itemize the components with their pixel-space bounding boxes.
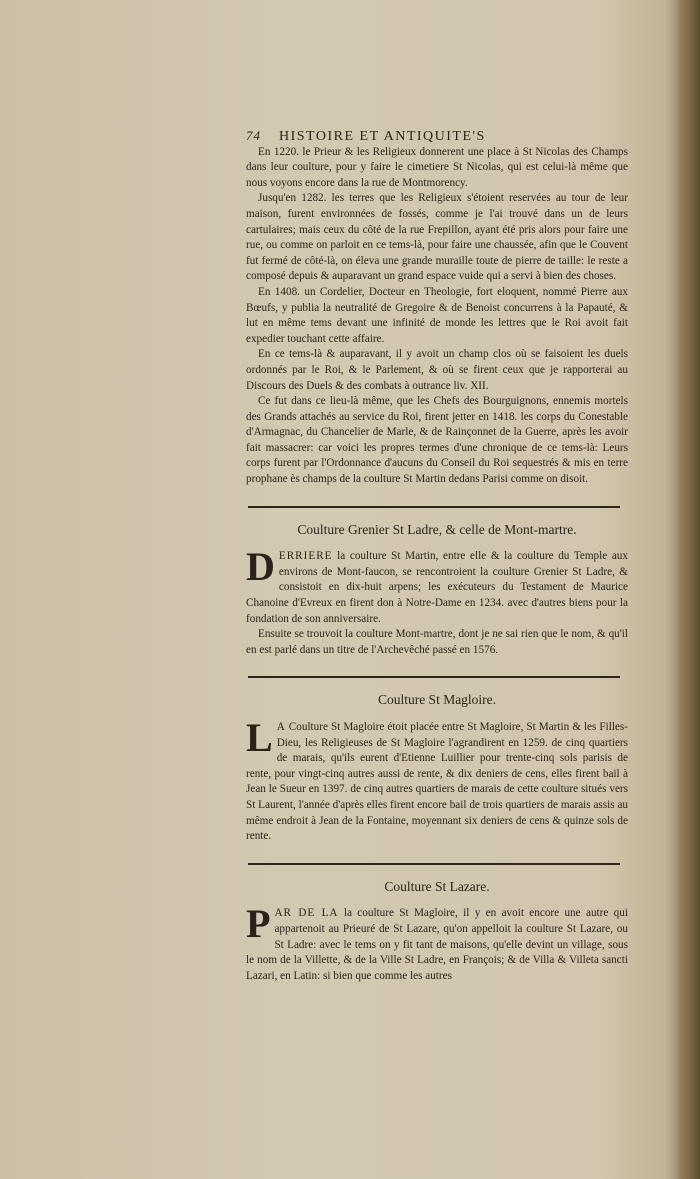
drop-cap: L [246,715,273,760]
section-divider [248,506,620,508]
lead-small-caps: AR DE LA [274,907,339,920]
running-header [246,128,628,145]
paragraph: En 1220. le Prieur & les Religieux donnerent une place à St Nicolas des Champs dans leur coulture, pour y faire le cimetiere St Nicolas, qui est celui-là même que nous voyons encore dans la rue de Montmorency. [246,145,628,189]
section-title: Coulture St Lazare. [384,878,490,894]
section-title: Coulture Grenier St Ladre, & celle de Mont-martre. [297,521,577,537]
page-number: 74 [246,128,261,143]
paragraph: Ensuite se trouvoit la coulture Mont-martre, dont je ne sai rien que le nom, & qu'il en est parlé dans un titre de l'Archevêché passé en 1576. [246,628,628,656]
running-title: HISTOIRE ET ANTIQUITE'S [279,129,486,144]
paragraph-text: la coulture St Martin, entre elle & la coulture du Temple aux environs de Mont-faucon, se rencontroient la coulture Grenier St Ladre, & consistoit en dix-huit arpens; les exécuteurs du Testament de Maurice Chanoine d'Evreux en firent don à Notre-Dame en 1234. avec d'autres biens pour la fondation de son anniversaire. [246,550,628,625]
book-spine-shadow [676,0,700,1179]
section-divider [248,863,620,865]
section-divider [248,676,620,678]
paragraph [246,544,628,627]
paragraph-text: Coulture St Magloire étoit placée entre St Magloire, St Martin & les Filles-Dieu, les Religieuses de St Magloire l'agrandirent en 1259. de cinq quartiers de marais, qu'ils eurent d'Etienne Luillier pour trente-cinq sols parisis de rente, pour vingt-cinq autres aussi de rente, & dix deniers de cens, elles firent bail à Jean le Sueur en 1397. de cinq autres quartiers de marais de cette coulture situés vers St Laurent, l'année d'après elles firent encore bail de trois quartiers de marais assis au même endroit à Jean de la Fontaine, moyennant six deniers de cens & quinze sols de rente. [246,721,628,843]
page-text [246,128,628,984]
drop-cap: D [246,544,275,590]
lead-small-caps: A [276,721,286,733]
section-title: Coulture St Magloire. [377,692,497,708]
paragraph: Jusqu'en 1282. les terres que les Religieux s'étoient reservées au tour de leur maison, furent environnées de fossés, comme je l'ai trouvé dans un de leurs cartulaires; mais ceux du côté de la rue Frepillon, ayant été pris alors pour faire une rue, ou comme on parloit en ce tems-là, pour faire une chaussée, afin que le Couvent fut fermé de côté-là, on éleva une grande muraille toute de pierre de taille: le reste a composé depuis & auparavant un grand espace vuide qui a servi à bien des choses. [246,192,628,283]
lead-small-caps: ERRIERE [278,550,333,563]
paragraph: En 1408. un Cordelier, Docteur en Theologie, fort eloquent, nommé Pierre aux Bœufs, y publia la neutralité de Gregoire & de Benoist concurrens à la Papauté, & lut en même tems devant une infinité de monde les lettres que le Roi avoit fait expedier touchant cette affaire. [246,285,628,345]
paragraph: Ce fut dans ce lieu-là même, que les Chefs des Bourguignons, ennemis mortels des Grands attachés au service du Roi, firent jetter en 1418. les corps du Conestable d'Armagnac, du Chancelier de Marle, & de Rainçonnet de la Guerre, après les avoir fait massacrer: car voici les propres termes d'une chronique de ce tems-là: Leurs corps furent par l'Ordonnance d'aucuns du Conseil du Roi sequestrés & mis en terre prophane ès champs de la coulture St Martin dedans Parisi comme on disoit. [246,395,628,486]
paragraph [246,901,628,984]
paragraph: En ce tems-là & auparavant, il y avoit un champ clos où se faisoient les duels ordonnés par le Roi, & le Parlement, & où se firent ceux que je rapporterai au Discours des Duels & des combats à outrance liv. XII. [246,348,628,392]
paragraph-text: la coulture St Magloire, il y en avoit encore une autre qui appartenoit au Prieuré de St Lazare, qu'on appelloit la coulture St Lazare, ou St Ladre: avec le tems on y fit tant de maisons, qu'elle devint un village, sous le nom de la Villette, & de la Ville St Ladre, en François; & de Villa & Villeta sancti Lazari, en Latin: si bien que comme les autres [246,907,628,982]
paragraph [246,715,628,845]
drop-cap: P [246,901,271,947]
